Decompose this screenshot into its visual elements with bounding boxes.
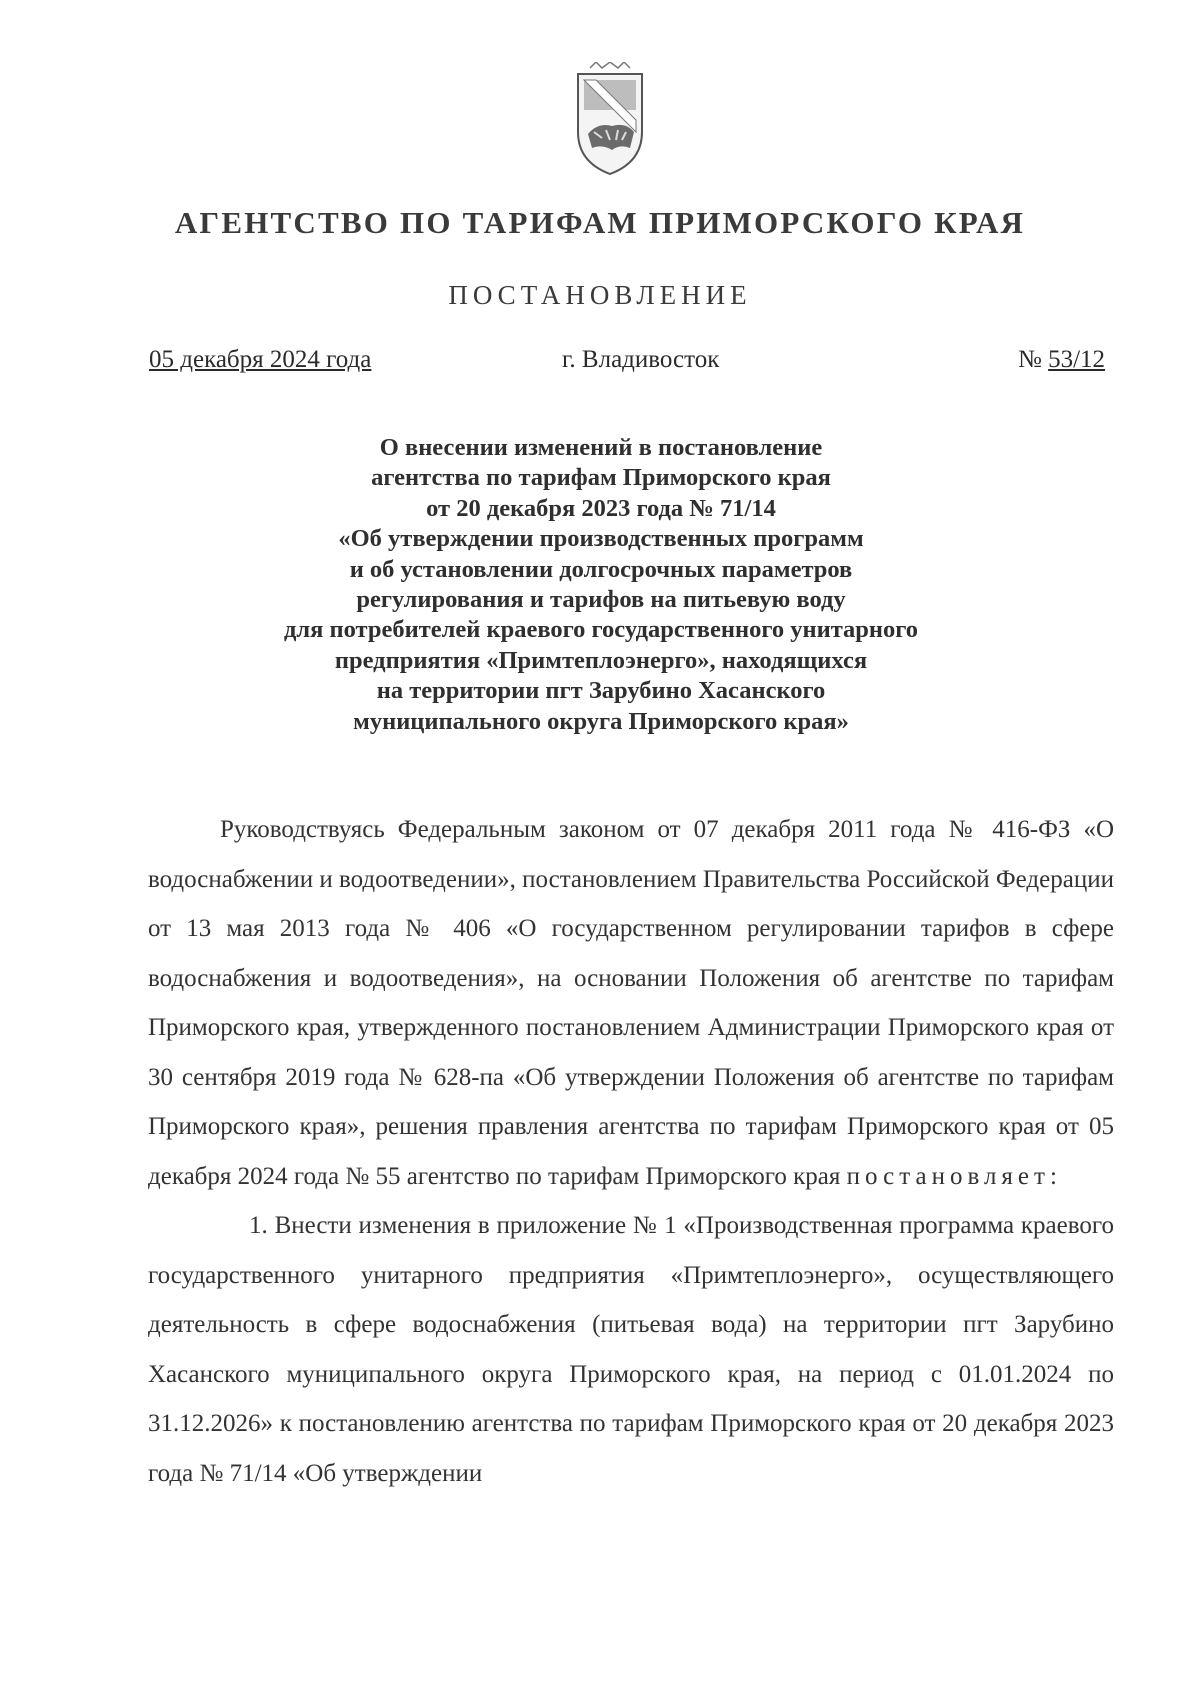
title-line: муниципального округа Приморского края» — [353, 707, 849, 735]
coat-of-arms-icon — [572, 62, 648, 180]
document-type: ПОСТАНОВЛЕНИЕ — [448, 280, 752, 310]
preamble-text: Руководствуясь Федеральным законом от 07 декабря 2011 года № 416-ФЗ «О водоснабжении и водоотведении», постановлением Правительства Российской Федерации от 13 мая 2013 года № 406 «О государственном регулировании тарифов в сфере водоснабжения и водоотведения», на основании Положения об агентстве по тарифам Приморского края, утвержденного постановлением Администрации Приморского края от 30 сентября 2019 года № 628-па «Об утверждении Положения об агентстве по тарифам Приморского края», решения правления агентства по тарифам Приморского края от 05 декабря 2024 года № 55 агентство по тарифам Приморского края — [148, 816, 1114, 1190]
title-line: и об установлении долгосрочных параметров — [349, 555, 853, 583]
number-value: 53/12 — [1048, 346, 1106, 373]
item-1-paragraph: 1. Внести изменения в приложение № 1 «Производственная программа краевого государственного унитарного предприятия «Примтеплоэнерго», осуществляющего деятельность в сфере водоснабжения (питьевая вода) на территории пгт Зарубино Хасанского муниципального округа Приморского края, на период с 01.01.2024 по 31.12.2026» к постановлению агентства по тарифам Приморского края от 20 декабря 2023 года № 71/14 «Об утверждении — [148, 1212, 1114, 1487]
document-body — [148, 805, 1114, 1498]
title-line: О внесении изменений в постановление — [379, 434, 823, 461]
agency-name: АГЕНТСТВО ПО ТАРИФАМ ПРИМОРСКОГО КРАЯ — [174, 205, 1026, 240]
title-line: агентства по тарифам Приморского края — [371, 464, 831, 492]
title-line: «Об утверждении производственных программ — [338, 525, 864, 553]
document-number — [1018, 346, 1105, 374]
title-line: регулирования и тарифов на питьевую воду — [356, 586, 846, 614]
title-line: для потребителей краевого государственного унитарного — [283, 616, 919, 644]
document-title — [150, 433, 1052, 737]
title-line: предприятия «Примтеплоэнерго», находящихся — [334, 646, 868, 674]
number-prefix: № — [1018, 346, 1042, 373]
resolves-word: постановляет: — [846, 1162, 1062, 1190]
title-line: на территории пгт Зарубино Хасанского — [376, 677, 826, 705]
title-line: от 20 декабря 2023 года № 71/14 — [426, 494, 776, 522]
document-city: г. Владивосток — [562, 346, 720, 373]
preamble-paragraph — [148, 805, 1114, 1201]
document-date: 05 декабря 2024 года — [149, 346, 372, 373]
